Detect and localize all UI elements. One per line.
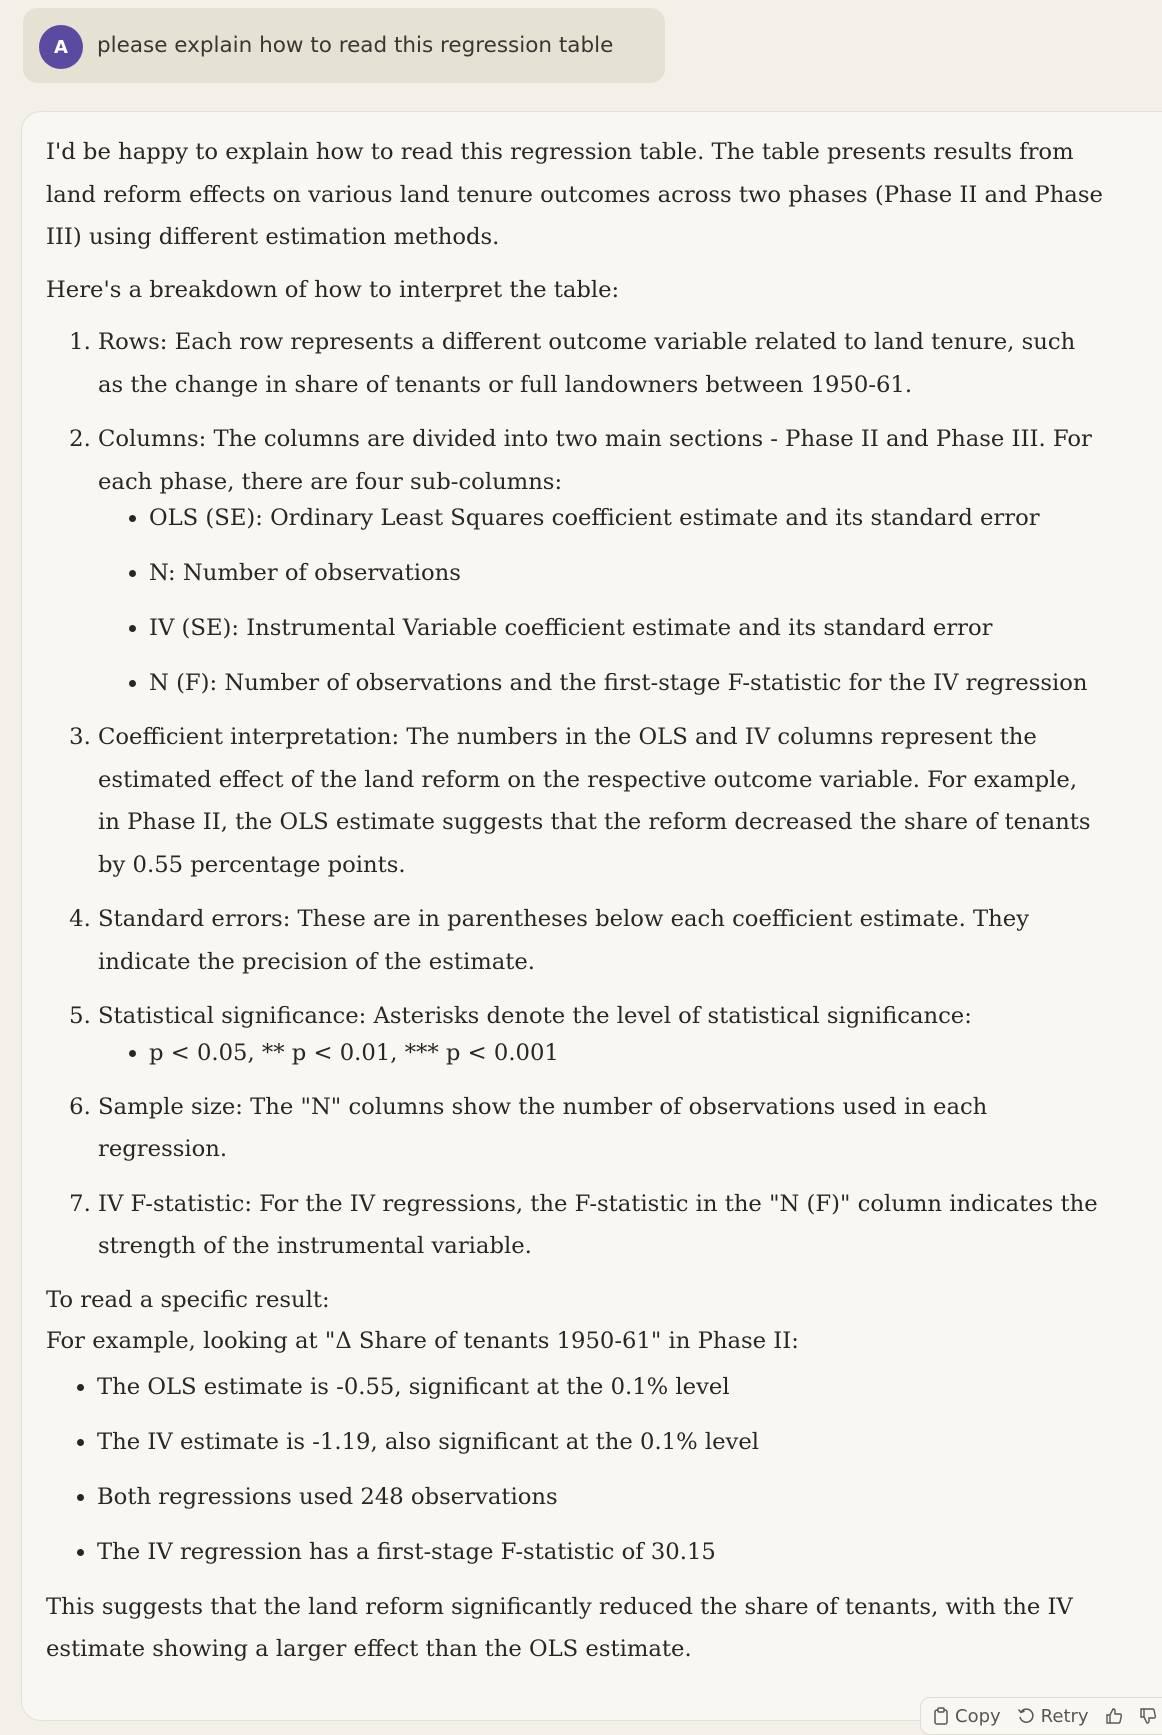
assistant-response-content: [46, 131, 1106, 1671]
list-item-text: IV F-statistic: For the IV regressions, the F-statistic in the "N (F)" column indicates the strength of the instrumental variable.: [98, 1190, 1098, 1259]
user-message-text: please explain how to read this regression table: [97, 33, 614, 58]
list-item-f-statistic: [98, 1183, 1106, 1268]
sublist-item: • N: Number of observations: [149, 552, 1106, 594]
user-message-bubble: [23, 8, 665, 83]
list-item-sample-size: [98, 1086, 1106, 1171]
significance-sublist: [98, 1032, 1106, 1074]
list-item-text: Coefficient interpretation: The numbers in the OLS and IV columns represent the estimated effect of the land reform on the respective outcome variable. For example, in Phase II, the OLS estimate suggests that the reform decreased the share of tenants by 0.55 percentage points.: [98, 724, 1091, 878]
list-item-text: Rows: Each row represents a different outcome variable related to land tenure, such as the change in share of tenants or full landowners between 1950-61.: [98, 329, 1076, 398]
copy-button[interactable]: [933, 1706, 1001, 1727]
list-item-significance: [98, 995, 1106, 1074]
thumbs-up-icon: [1105, 1707, 1123, 1725]
retry-icon: [1017, 1707, 1035, 1725]
response-intro: I'd be happy to explain how to read this regression table. The table presents results from land reform effects on various land tenure outcomes across two phases (Phase II and Phase III) using different estimation methods.: [46, 139, 1103, 250]
sublist-item: • IV (SE): Instrumental Variable coefficient estimate and its standard error: [149, 607, 1106, 649]
retry-button[interactable]: [1017, 1706, 1089, 1727]
list-item-columns: [98, 418, 1106, 704]
list-item-text: Columns: The columns are divided into two main sections - Phase II and Phase III. For each phase, there are four sub-columns:: [98, 426, 1092, 495]
list-item-standard-errors: [98, 898, 1106, 983]
example-intro: For example, looking at "Δ Share of tenants 1950-61" in Phase II:: [46, 1327, 799, 1354]
user-avatar[interactable]: A: [39, 25, 83, 69]
sublist-item: • p < 0.05, ** p < 0.01, *** p < 0.001: [149, 1032, 1106, 1074]
copy-label: Copy: [955, 1705, 1001, 1727]
sublist-item: • N (F): Number of observations and the first-stage F-statistic for the IV regression: [149, 662, 1106, 704]
example-item: • Both regressions used 248 observations: [97, 1476, 1106, 1518]
response-conclusion: This suggests that the land reform significantly reduced the share of tenants, with the IV estimate showing a larger effect than the OLS estimate.: [46, 1593, 1073, 1662]
example-list: [46, 1366, 1106, 1573]
list-item-text: Standard errors: These are in parentheses below each coefficient estimate. They indicate the precision of the estimate.: [98, 906, 1030, 975]
sublist-item: • OLS (SE): Ordinary Least Squares coefficient estimate and its standard error: [149, 497, 1106, 539]
read-specific-heading: To read a specific result:: [46, 1286, 330, 1313]
list-item-coefficient: [98, 716, 1106, 886]
retry-label: Retry: [1040, 1705, 1089, 1727]
example-item: • The OLS estimate is -0.55, significant at the 0.1% level: [97, 1366, 1106, 1408]
columns-sublist: [98, 497, 1106, 704]
breakdown-heading: Here's a breakdown of how to interpret the table:: [46, 276, 620, 303]
thumbs-down-button[interactable]: [1139, 1707, 1157, 1725]
clipboard-icon: [933, 1707, 949, 1725]
thumbs-up-button[interactable]: [1105, 1707, 1123, 1725]
thumbs-down-icon: [1139, 1707, 1157, 1725]
example-item: • The IV estimate is -1.19, also significant at the 0.1% level: [97, 1421, 1106, 1463]
list-item-rows: [98, 321, 1106, 406]
example-item: • The IV regression has a first-stage F-statistic of 30.15: [97, 1531, 1106, 1573]
response-actions-bar: [920, 1697, 1162, 1735]
breakdown-list: [46, 321, 1106, 1268]
list-item-text: Sample size: The "N" columns show the number of observations used in each regression.: [98, 1093, 988, 1162]
list-item-text: Statistical significance: Asterisks denote the level of statistical significance:: [98, 1003, 972, 1029]
